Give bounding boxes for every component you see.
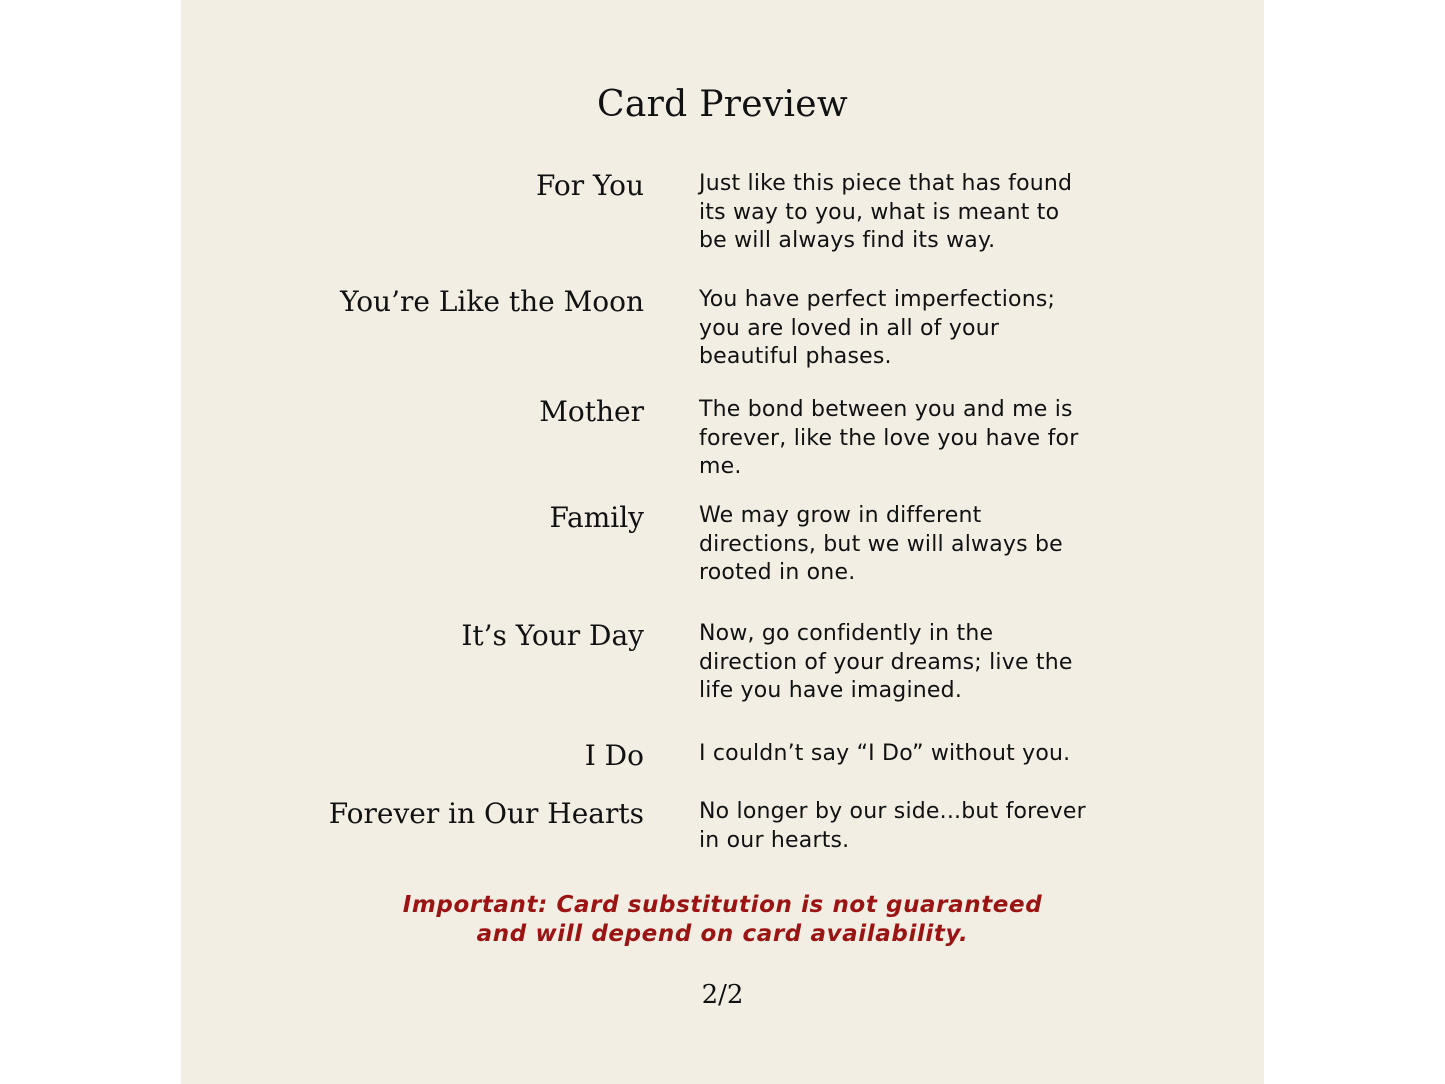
card-message: I couldn’t say “I Do” without you. — [699, 741, 1071, 766]
notice-line-1: Important: Card substitution is not guaranteed — [402, 892, 1043, 918]
substitution-notice — [181, 891, 1264, 949]
card-message: Now, go confidently in the direction of your dreams; live the life you have imagined. — [699, 621, 1073, 703]
card-name: For You — [536, 169, 644, 202]
card-preview-page — [181, 0, 1264, 1084]
card-name: You’re Like the Moon — [340, 285, 644, 318]
card-message: You have perfect imperfections; you are loved in all of your beautiful phases. — [699, 287, 1056, 369]
card-name: Forever in Our Hearts — [328, 797, 644, 830]
page-number: 2/2 — [701, 980, 744, 1010]
notice-line-2: and will depend on card availability. — [476, 921, 969, 947]
card-name: I Do — [584, 739, 644, 772]
card-message: The bond between you and me is forever, like the love you have for me. — [699, 397, 1079, 479]
card-name: Mother — [539, 395, 644, 428]
card-name: Family — [549, 501, 644, 534]
card-name: It’s Your Day — [461, 619, 644, 652]
page-title: Card Preview — [596, 84, 848, 125]
card-message: No longer by our side...but forever in our hearts. — [699, 799, 1086, 853]
card-message: We may grow in different directions, but we will always be rooted in one. — [699, 503, 1063, 585]
card-message: Just like this piece that has found its way to you, what is meant to be will always find its way. — [699, 171, 1073, 253]
